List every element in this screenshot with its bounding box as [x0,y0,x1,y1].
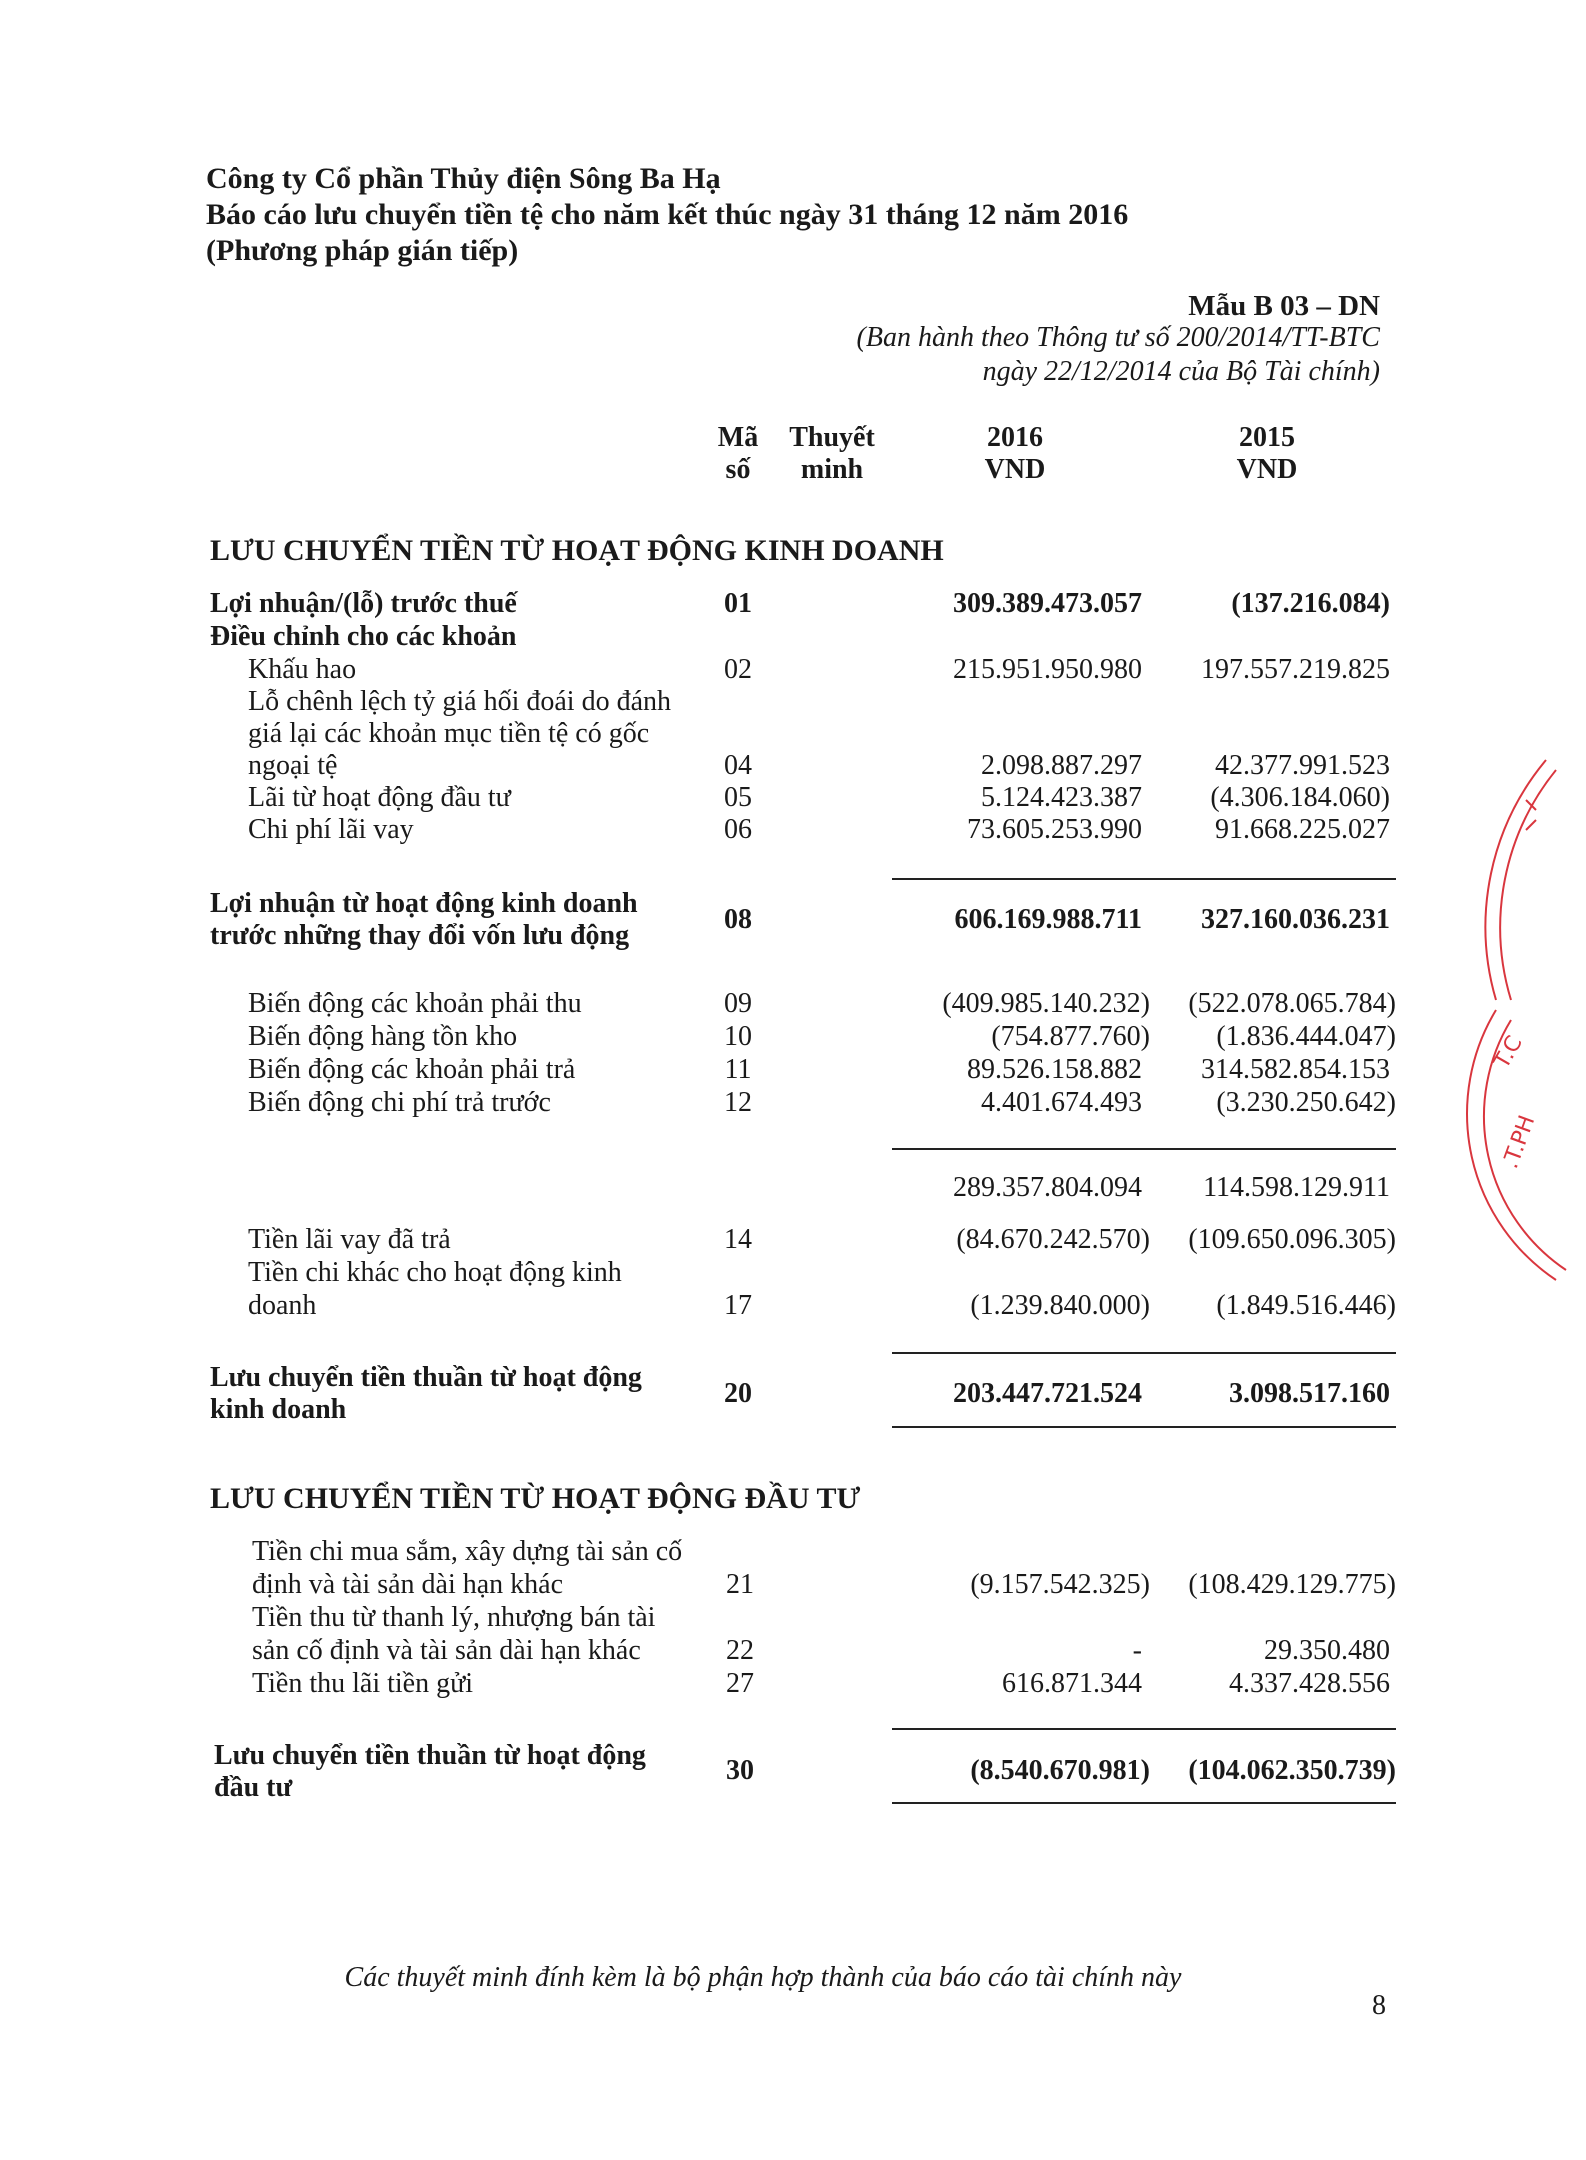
row-label: Biến động chi phí trả trước [248,1087,551,1118]
company-seal-stamp [1386,740,1586,1300]
subtotal-value-2016: 289.357.804.094 [953,1172,1142,1203]
row-value-2015: 42.377.991.523 [1215,750,1390,781]
row-code: 04 [724,750,752,781]
row-value-2015: (109.650.096.305) [1188,1224,1396,1255]
company-name: Công ty Cổ phần Thủy điện Sông Ba Hạ [206,162,721,195]
col-code-line-2: số [725,454,751,485]
row-code: 12 [724,1087,752,1118]
col-2015-line-2: VND [1236,454,1298,485]
row-value-2016: 215.951.950.980 [953,654,1142,685]
row-value-2016: (754.877.760) [991,1021,1150,1052]
adjustments-heading: Điều chỉnh cho các khoản [210,621,517,652]
row-value-2016: 5.124.423.387 [981,782,1142,813]
row-code: 22 [726,1635,754,1666]
row-code: 14 [724,1224,752,1255]
row-value-2015: 3.098.517.160 [1229,1378,1390,1409]
row-value-2015: 314.582.854.153 [1201,1054,1390,1085]
row-label-line-1: Lưu chuyển tiền thuần từ hoạt động [210,1362,642,1393]
row-value-2016: (409.985.140.232) [942,988,1150,1019]
row-value-2015: 91.668.225.027 [1215,814,1390,845]
row-label: Lợi nhuận/(lỗ) trước thuế [210,588,517,619]
row-value-2016: 89.526.158.882 [967,1054,1142,1085]
row-label-line-2: sản cố định và tài sản dài hạn khác [252,1635,641,1666]
total-rule-bottom [892,1802,1396,1804]
row-value-2015: (1.836.444.047) [1216,1021,1396,1052]
row-label-line-2: định và tài sản dài hạn khác [252,1569,564,1600]
row-value-2015: (1.849.516.446) [1216,1290,1396,1321]
col-note-line-2: minh [800,454,864,485]
row-value-2016: 4.401.674.493 [981,1087,1142,1118]
row-label-line-2: đầu tư [214,1772,293,1803]
row-label-line-2: trước những thay đổi vốn lưu động [210,920,630,951]
col-note-line-1: Thuyết [789,422,875,453]
col-2016-line-1: 2016 [987,422,1043,453]
row-value-2016: 309.389.473.057 [953,588,1142,619]
page-number: 8 [1372,1990,1386,2021]
report-method: (Phương pháp gián tiếp) [206,234,519,267]
svg-text:.T.PH: .T.PH [1498,1112,1541,1173]
row-value-2015: (3.230.250.642) [1216,1087,1396,1118]
row-code: 02 [724,654,752,685]
row-value-2016: (84.670.242.570) [956,1224,1150,1255]
row-value-2016: (8.540.670.981) [970,1755,1150,1786]
subtotal-rule [892,1148,1396,1150]
svg-text:T.C: T.C [1489,1031,1528,1073]
row-label-line-1: Tiền chi mua sắm, xây dựng tài sản cố [252,1536,683,1567]
row-code: 30 [726,1755,754,1786]
row-code: 27 [726,1668,754,1699]
row-label-line-1: Tiền thu từ thanh lý, nhượng bán tài [252,1602,656,1633]
row-code: 21 [726,1569,754,1600]
row-value-2016: - [1132,1635,1142,1666]
row-value-2016: 606.169.988.711 [954,904,1142,935]
row-label-line-1: Tiền chi khác cho hoạt động kinh [248,1257,622,1288]
row-label-line-2: giá lại các khoản mục tiền tệ có gốc [248,718,650,749]
row-code: 11 [724,1054,752,1085]
row-label-line-1: Lỗ chênh lệch tỷ giá hối đoái do đánh [248,686,671,717]
row-value-2016: 203.447.721.524 [953,1378,1142,1409]
row-value-2016: 616.871.344 [1002,1668,1142,1699]
row-code: 06 [724,814,752,845]
row-label-line-2: kinh doanh [210,1394,347,1425]
col-2015-line-1: 2015 [1239,422,1295,453]
form-issued-line-1: (Ban hành theo Thông tư số 200/2014/TT-BTC [856,322,1380,353]
row-label: Lãi từ hoạt động đầu tư [248,782,511,813]
row-label: Biến động các khoản phải trả [248,1054,576,1085]
total-rule-top [892,1352,1396,1354]
section-operating-title: LƯU CHUYỂN TIỀN TỪ HOẠT ĐỘNG KINH DOANH [210,534,944,567]
row-label-line-2: doanh [248,1290,317,1321]
row-code: 09 [724,988,752,1019]
row-value-2015: (4.306.184.060) [1210,782,1390,813]
section-investing-title: LƯU CHUYỂN TIỀN TỪ HOẠT ĐỘNG ĐẦU TƯ [210,1482,861,1515]
row-label: Chi phí lãi vay [248,814,414,845]
subtotal-rule [892,878,1396,880]
row-value-2015: (137.216.084) [1231,588,1390,619]
row-value-2015: 327.160.036.231 [1201,904,1390,935]
report-title: Báo cáo lưu chuyển tiền tệ cho năm kết thúc ngày 31 tháng 12 năm 2016 [206,198,1129,231]
col-2016-line-2: VND [984,454,1046,485]
form-issued-line-2: ngày 22/12/2014 của Bộ Tài chính) [982,356,1380,387]
row-code: 05 [724,782,752,813]
row-code: 20 [724,1378,752,1409]
footer-note: Các thuyết minh đính kèm là bộ phận hợp thành của báo cáo tài chính này [344,1962,1182,1993]
row-label: Khấu hao [248,654,357,685]
row-value-2015: (104.062.350.739) [1188,1755,1396,1786]
row-value-2015: (108.429.129.775) [1188,1569,1396,1600]
row-label-line-1: Lưu chuyển tiền thuần từ hoạt động [214,1740,646,1771]
row-label: Tiền lãi vay đã trả [248,1224,451,1255]
row-code: 10 [724,1021,752,1052]
col-code-line-1: Mã [717,422,759,453]
row-value-2015: 197.557.219.825 [1201,654,1390,685]
row-code: 01 [724,588,752,619]
row-label: Biến động các khoản phải thu [248,988,582,1019]
row-value-2016: 2.098.887.297 [981,750,1142,781]
row-label: Biến động hàng tồn kho [248,1021,518,1052]
row-value-2016: (9.157.542.325) [970,1569,1150,1600]
row-value-2016: 73.605.253.990 [967,814,1142,845]
row-code: 08 [724,904,752,935]
row-value-2015: 29.350.480 [1264,1635,1390,1666]
row-value-2015: (522.078.065.784) [1188,988,1396,1019]
row-value-2016: (1.239.840.000) [970,1290,1150,1321]
form-code: Mẫu B 03 – DN [1188,290,1380,322]
row-label-line-1: Lợi nhuận từ hoạt động kinh doanh [210,888,638,919]
row-label-line-3: ngoại tệ [248,750,338,781]
subtotal-value-2015: 114.598.129.911 [1203,1172,1390,1203]
row-label: Tiền thu lãi tiền gửi [252,1668,474,1699]
row-code: 17 [724,1290,752,1321]
total-rule-top [892,1728,1396,1730]
total-rule-bottom [892,1426,1396,1428]
row-value-2015: 4.337.428.556 [1229,1668,1390,1699]
